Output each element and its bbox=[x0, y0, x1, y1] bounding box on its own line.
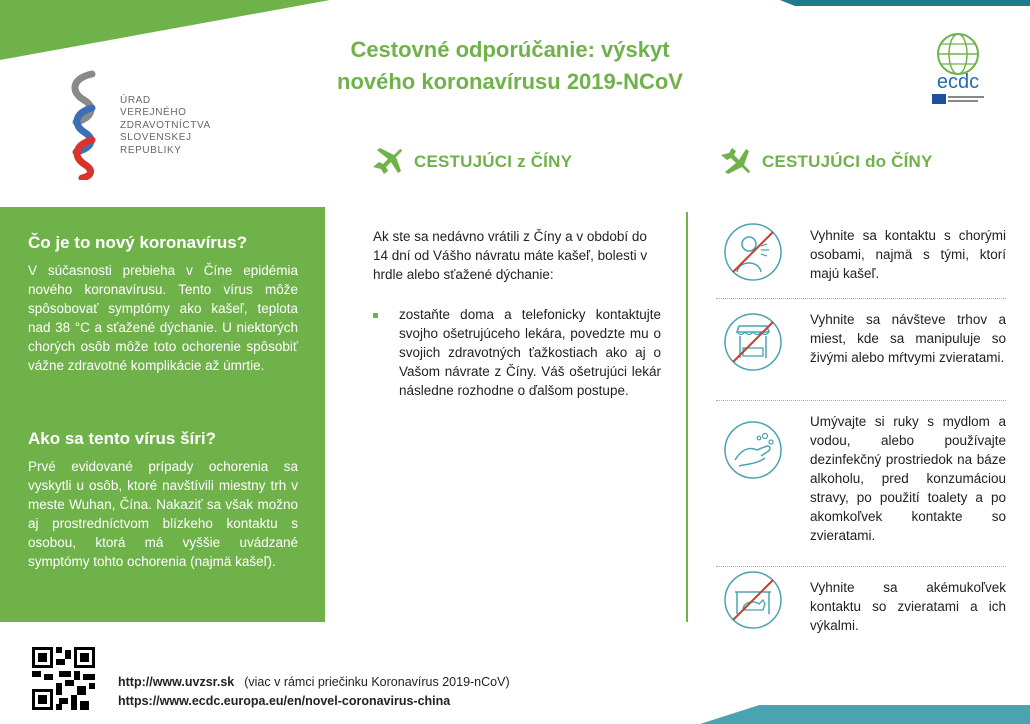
hand-washing-icon bbox=[723, 420, 783, 480]
header-to-china-label: CESTUJÚCI do ČÍNY bbox=[762, 152, 933, 171]
tip-avoid-markets: Vyhnite sa návšteve trhov a miest, kde sa manipuluje so živými alebo mŕtvymi zvieratami. bbox=[810, 312, 1006, 365]
qr-code-icon bbox=[32, 647, 95, 710]
uvz-swirl-logo bbox=[62, 70, 104, 180]
airplane-icon bbox=[718, 145, 752, 177]
ecdc-globe-logo bbox=[918, 30, 998, 110]
no-animal-contact-icon bbox=[723, 570, 783, 630]
uvz-institution-name: ÚRAD VEREJNÉHO ZDRAVOTNÍCTVA SLOVENSKEJ REPUBLIKY bbox=[120, 95, 211, 156]
tip-separator bbox=[716, 566, 1006, 567]
uvz-url-link[interactable]: http://www.uvzsr.sk bbox=[118, 675, 235, 689]
uvz-url-note: (viac v rámci priečinku Koronavírus 2019-nCoV) bbox=[244, 675, 510, 689]
top-left-green-band bbox=[0, 0, 330, 60]
column-divider bbox=[686, 212, 688, 622]
tip-avoid-sick: Vyhnite sa kontaktu s chorými osobami, najmä s tými, ktorí majú kašeľ. bbox=[810, 228, 1006, 281]
answer-how-spread: Prvé evidované prípady ochorenia sa vyskytli u osôb, ktoré navštívili miestny trh v meste Wuhan, Čína. Nakaziť sa však možno aj prostredníctvom blízkeho kontaktu s osobou, ktorá má vyššie uvádzané symptómy tohto ochorenia (najmä kašeľ). bbox=[28, 459, 298, 569]
title-line-1: Cestovné odporúčanie: výskyt bbox=[350, 37, 670, 62]
top-right-teal-band bbox=[780, 0, 1030, 6]
bottom-right-teal-band bbox=[700, 705, 1030, 724]
tip-separator bbox=[716, 400, 1006, 401]
returning-travellers-intro: Ak ste sa nedávno vrátili z Číny a v období do 14 dní od Vášho návratu máte kašeľ, bolesti v hrdle alebo sťažené dýchanie: bbox=[373, 229, 648, 282]
bullet-marker bbox=[373, 313, 378, 318]
header-from-china-label: CESTUJÚCI z ČÍNY bbox=[414, 152, 573, 171]
info-panel bbox=[0, 207, 325, 622]
page-title bbox=[300, 34, 720, 98]
no-coughing-contact-icon bbox=[723, 222, 783, 282]
ecdc-wordmark: ecdc bbox=[936, 71, 980, 93]
question-how-spread: Ako sa tento vírus šíri? bbox=[28, 429, 216, 448]
tip-avoid-animals: Vyhnite sa akémukoľvek kontaktu so zvieratami a ich výkalmi. bbox=[810, 580, 1006, 633]
tip-separator bbox=[716, 298, 1006, 299]
tip-wash-hands: Umývajte si ruky s mydlom a vodou, alebo používajte dezinfekčný prostriedok na báze alkoholu, pred konzumáciou stravy, po použití toalety a po akomkoľvek kontakte so zvieratami. bbox=[810, 414, 1006, 543]
footer-link-uvz bbox=[118, 675, 510, 689]
advice-text: zostaňte doma a telefonicky kontaktujte svojho ošetrujúceho lekára, povedzte mu o svojich zdravotných ťažkostiach ako aj o Vašom návrate z Číny. Váš ošetrujúci lekár následne rozhodne o ďalšom postupe. bbox=[399, 307, 661, 398]
ecdc-url-link[interactable]: https://www.ecdc.europa.eu/en/novel-coronavirus-china bbox=[118, 694, 451, 708]
airplane-icon bbox=[370, 145, 404, 177]
question-what-is: Čo je to nový koronavírus? bbox=[28, 233, 248, 252]
title-line-2: nového koronavírusu 2019-NCoV bbox=[337, 69, 683, 94]
market-stall-icon bbox=[723, 312, 783, 372]
answer-what-is: V súčasnosti prebieha v Číne epidémia nového koronavírusu. Tento vírus môže spôsobovať symptómy ako kašeľ, teplota nad 38 °C a sťažené dýchanie. U niektorých chorých osôb môže toto ochorenie spôsobiť vážne zdravotné komplikácie až úmrtie. bbox=[28, 263, 298, 373]
